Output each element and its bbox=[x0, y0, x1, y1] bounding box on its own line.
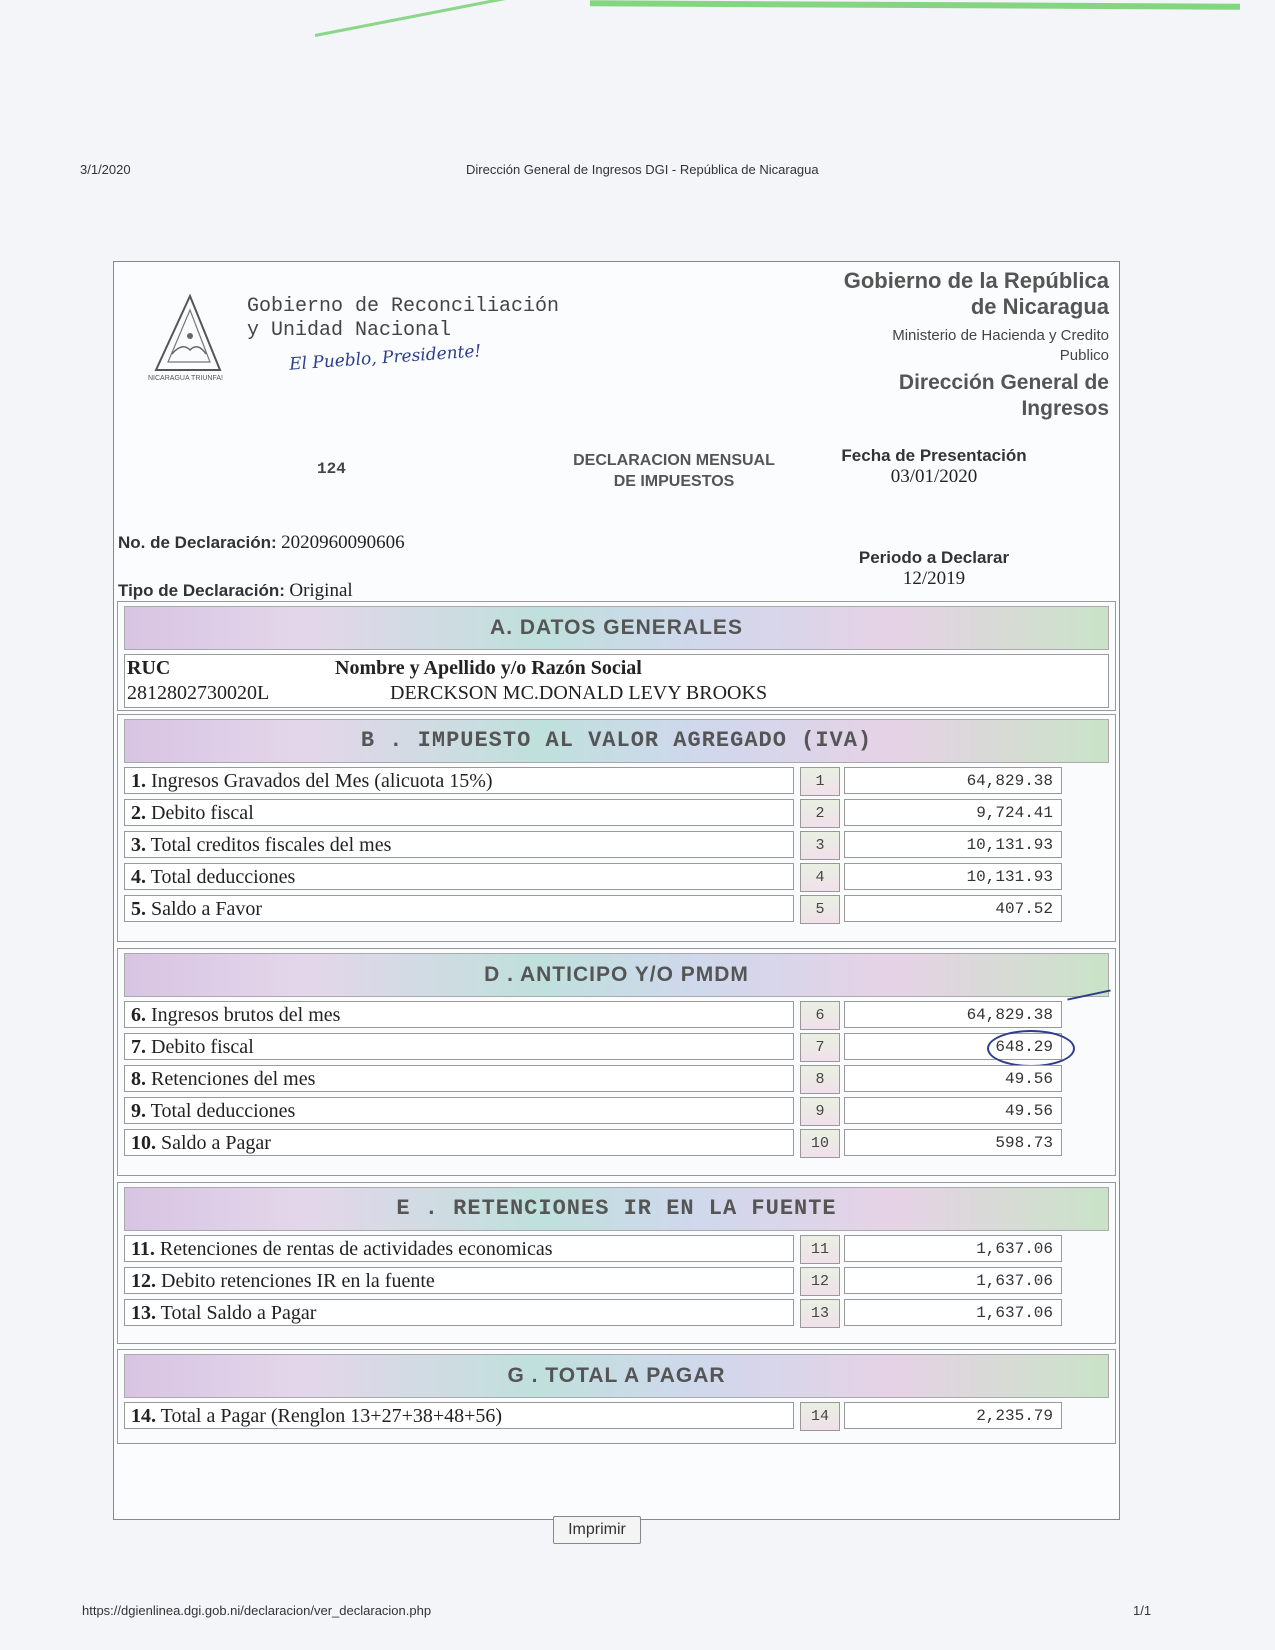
taxpayer-name: DERCKSON MC.DONALD LEVY BROOKS bbox=[390, 682, 768, 704]
section-title: E . RETENCIONES IR EN LA FUENTE bbox=[124, 1187, 1109, 1231]
line-item-row bbox=[124, 831, 1109, 860]
line-item-code: 3 bbox=[800, 831, 840, 860]
line-item-row bbox=[124, 1267, 1109, 1296]
declaration-form bbox=[113, 261, 1120, 1520]
paper-edge-mark bbox=[590, 0, 1240, 9]
section-title: D . ANTICIPO Y/O PMDM bbox=[124, 953, 1109, 997]
line-item-code: 7 bbox=[800, 1033, 840, 1062]
line-item-row bbox=[124, 1065, 1109, 1094]
page-number: 1/1 bbox=[1133, 1603, 1152, 1618]
print-title: Dirección General de Ingresos DGI - República de Nicaragua bbox=[466, 162, 819, 177]
line-item-code: 4 bbox=[800, 863, 840, 892]
line-item-label: 8. Retenciones del mes bbox=[124, 1065, 794, 1092]
line-item-amount: 1,637.06 bbox=[844, 1299, 1062, 1326]
line-item-amount: 64,829.38 bbox=[844, 767, 1062, 794]
line-item-amount: 407.52 bbox=[844, 895, 1062, 922]
line-item-label: 7. Debito fiscal bbox=[124, 1033, 794, 1060]
section-title: A. DATOS GENERALES bbox=[124, 606, 1109, 650]
line-item-code: 11 bbox=[800, 1235, 840, 1264]
declaration-number: No. de Declaración: 2020960090606 bbox=[118, 532, 405, 553]
line-item-code: 5 bbox=[800, 895, 840, 924]
declaration-title: DECLARACION MENSUAL DE IMPUESTOS bbox=[573, 452, 775, 490]
print-url: https://dgienlinea.dgi.gob.ni/declaracion/ver_declaracion.php bbox=[82, 1603, 432, 1618]
line-item-amount: 2,235.79 bbox=[844, 1402, 1062, 1429]
line-item-amount: 10,131.93 bbox=[844, 831, 1062, 858]
line-item-amount: 598.73 bbox=[844, 1129, 1062, 1156]
line-item-row bbox=[124, 1402, 1109, 1431]
handwritten-circle-mark bbox=[987, 1030, 1075, 1067]
gov-right-block: Gobierno de la República de Nicaragua Ministerio de Hacienda y Credito Publico Dirección General de Ingresos bbox=[843, 268, 1109, 420]
line-item-code: 12 bbox=[800, 1267, 840, 1296]
line-item-label: 10. Saldo a Pagar bbox=[124, 1129, 794, 1156]
line-item-amount: 64,829.38 bbox=[844, 1001, 1062, 1028]
line-item-code: 1 bbox=[800, 767, 840, 796]
section-iva bbox=[117, 714, 1116, 942]
line-item-label: 11. Retenciones de rentas de actividades economicas bbox=[124, 1235, 794, 1262]
line-item-code: 14 bbox=[800, 1402, 840, 1431]
periodo-declarar: Periodo a Declarar 12/2019 bbox=[858, 548, 1010, 589]
line-item-row bbox=[124, 1097, 1109, 1126]
line-item-row bbox=[124, 895, 1109, 924]
line-item-amount: 49.56 bbox=[844, 1065, 1062, 1092]
fecha-presentacion: Fecha de Presentación 03/01/2020 bbox=[841, 446, 1027, 487]
line-item-row bbox=[124, 863, 1109, 892]
line-item-amount: 1,637.06 bbox=[844, 1267, 1062, 1294]
line-item-amount: 1,637.06 bbox=[844, 1235, 1062, 1262]
line-item-row bbox=[124, 1235, 1109, 1264]
line-item-row bbox=[124, 1033, 1109, 1062]
government-logo-icon bbox=[142, 292, 232, 382]
line-item-label: 6. Ingresos brutos del mes bbox=[124, 1001, 794, 1028]
line-item-amount: 648.29 bbox=[844, 1033, 1062, 1060]
ruc-value: 2812802730020L bbox=[127, 682, 270, 704]
datos-row: RUC 2812802730020L Nombre y Apellido y/o Razón Social DERCKSON MC.DONALD LEVY BROOKS bbox=[124, 654, 1109, 708]
line-item-label: 2. Debito fiscal bbox=[124, 799, 794, 826]
line-item-amount: 10,131.93 bbox=[844, 863, 1062, 890]
line-item-amount: 9,724.41 bbox=[844, 799, 1062, 826]
line-item-row bbox=[124, 1001, 1109, 1030]
line-item-label: 1. Ingresos Gravados del Mes (alicuota 15%) bbox=[124, 767, 794, 794]
section-title: G . TOTAL A PAGAR bbox=[124, 1354, 1109, 1398]
svg-text:NICARAGUA TRIUNFA!: NICARAGUA TRIUNFA! bbox=[148, 375, 223, 382]
line-item-code: 13 bbox=[800, 1299, 840, 1328]
line-item-code: 10 bbox=[800, 1129, 840, 1158]
line-item-label: 12. Debito retenciones IR en la fuente bbox=[124, 1267, 794, 1294]
section-datos-generales bbox=[117, 601, 1116, 711]
section-retenciones bbox=[117, 1182, 1116, 1344]
form-number: 124 bbox=[317, 460, 346, 478]
line-item-label: 14. Total a Pagar (Renglon 13+27+38+48+56) bbox=[124, 1402, 794, 1429]
paper-edge-mark bbox=[315, 0, 610, 37]
line-item-amount: 49.56 bbox=[844, 1097, 1062, 1124]
line-item-row bbox=[124, 1129, 1109, 1158]
line-item-label: 4. Total deducciones bbox=[124, 863, 794, 890]
section-title: B . IMPUESTO AL VALOR AGREGADO (IVA) bbox=[124, 719, 1109, 763]
line-item-code: 9 bbox=[800, 1097, 840, 1126]
section-anticipo bbox=[117, 948, 1116, 1176]
line-item-code: 8 bbox=[800, 1065, 840, 1094]
declaration-type: Tipo de Declaración: Original bbox=[118, 580, 353, 601]
line-item-label: 13. Total Saldo a Pagar bbox=[124, 1299, 794, 1326]
print-date: 3/1/2020 bbox=[80, 162, 131, 177]
slogan: El Pueblo, Presidente! bbox=[288, 341, 482, 375]
gov-left-title: Gobierno de Reconciliación y Unidad Nacional bbox=[247, 295, 560, 342]
line-item-label: 9. Total deducciones bbox=[124, 1097, 794, 1124]
line-item-label: 5. Saldo a Favor bbox=[124, 895, 794, 922]
section-total bbox=[117, 1349, 1116, 1444]
line-item-code: 6 bbox=[800, 1001, 840, 1030]
line-item-row bbox=[124, 767, 1109, 796]
line-item-label: 3. Total creditos fiscales del mes bbox=[124, 831, 794, 858]
line-item-row bbox=[124, 799, 1109, 828]
line-item-row bbox=[124, 1299, 1109, 1328]
print-button[interactable]: Imprimir bbox=[553, 1516, 641, 1544]
line-item-code: 2 bbox=[800, 799, 840, 828]
